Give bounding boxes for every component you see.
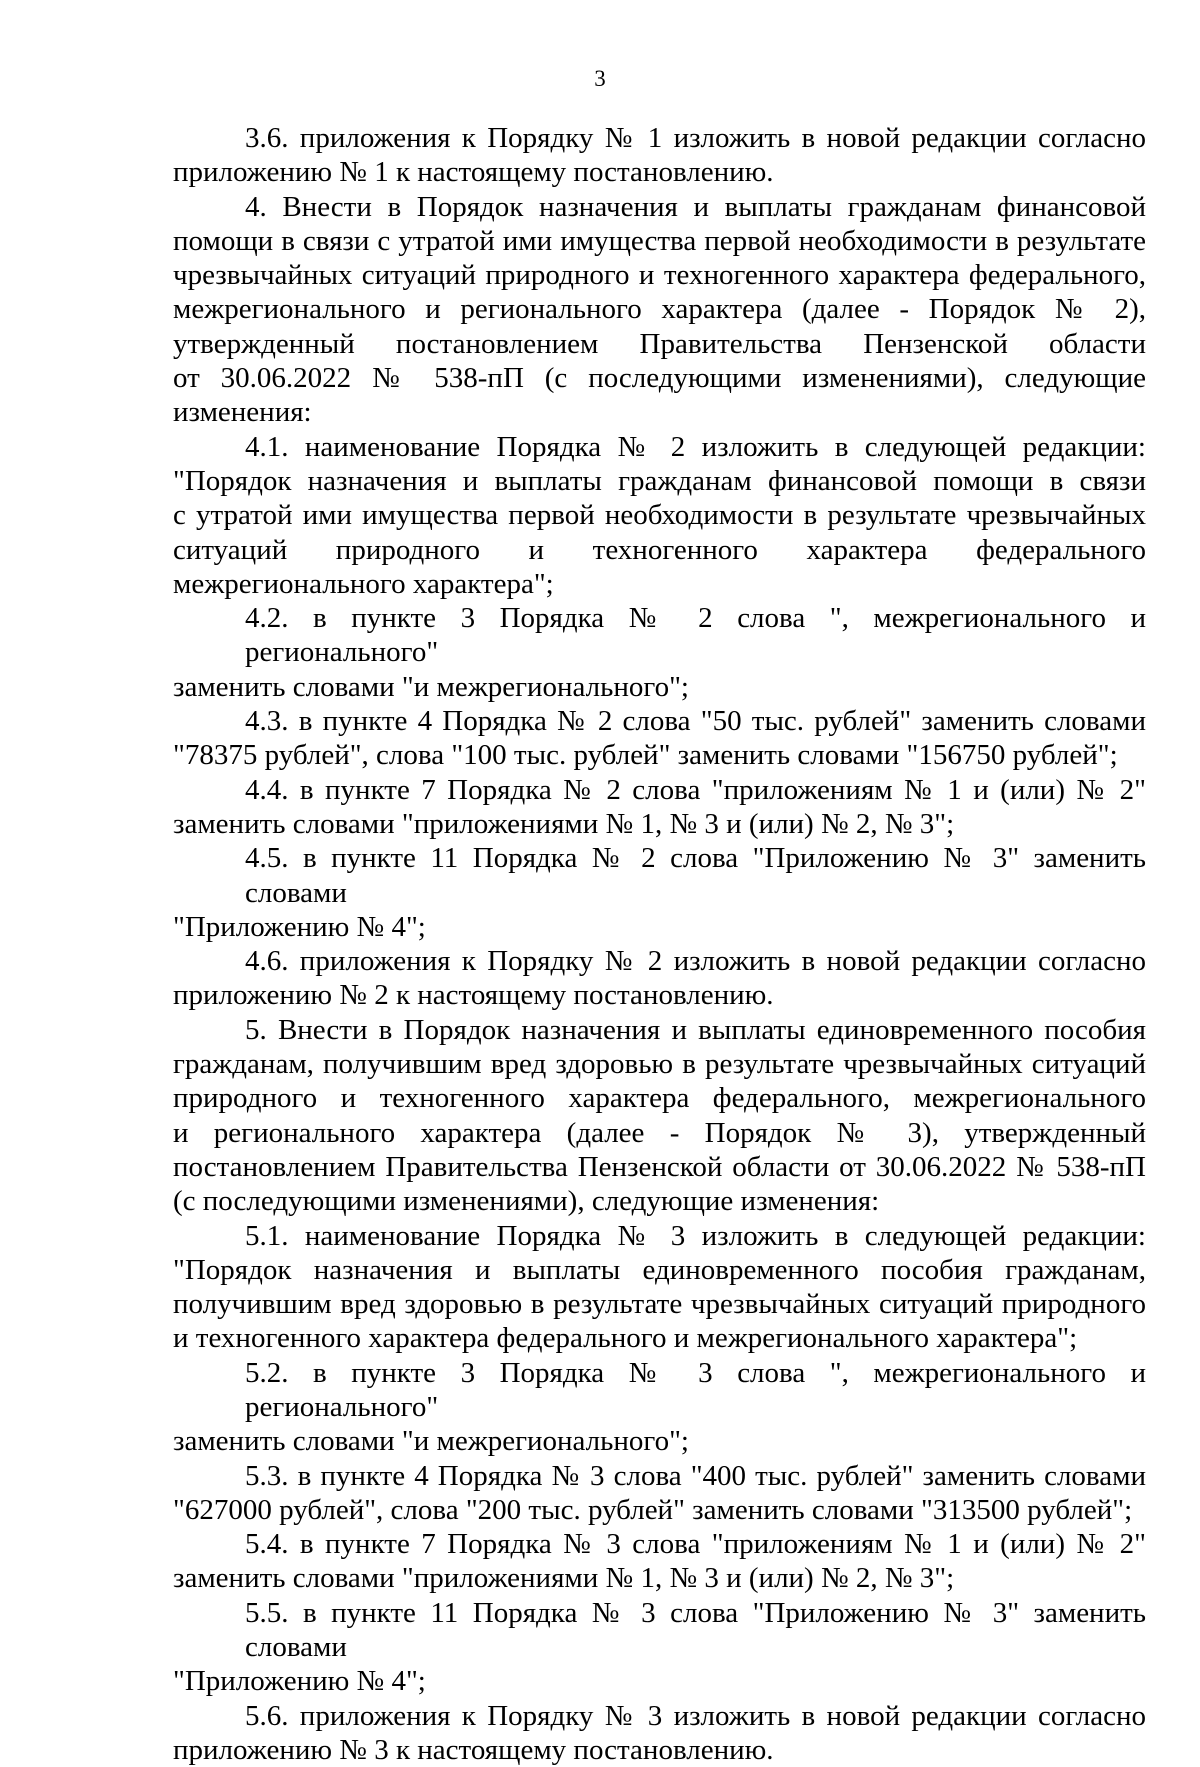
text-line: с утратой ими имущества первой необходимости в результате чрезвычайных [173,499,1146,532]
text-line: постановлением Правительства Пензенской области от 30.06.2022 № 538-пП [173,1150,1146,1183]
text-line: 4.1. наименование Порядка № 2 изложить в следующей редакции: [245,430,1146,463]
text-line: 5.1. наименование Порядка № 3 изложить в следующей редакции: [245,1219,1146,1252]
text-line: от 30.06.2022 № 538-пП (с последующими изменениями), следующие изменения: [173,362,1146,429]
text-line: 5. Внести в Порядок назначения и выплаты единовременного пособия [245,1013,1146,1046]
text-line: (с последующими изменениями), следующие изменения: [173,1185,880,1218]
text-line: 5.5. в пункте 11 Порядка № 3 слова "Приложению № 3" заменить словами [245,1596,1146,1664]
paragraph [173,773,1146,842]
text-line: 4.5. в пункте 11 Порядка № 2 слова "Приложению № 3" заменить словами [245,842,1146,909]
paragraph [173,1459,1146,1528]
paragraph [173,601,1146,704]
text-line: 3.6. приложения к Порядку № 1 изложить в новой редакции согласно [245,122,1146,154]
paragraph [173,841,1146,944]
text-line: 4.4. в пункте 7 Порядка № 2 слова "приложениям № 1 и (или) № 2" [245,773,1146,806]
text-line: заменить словами "и межрегионального"; [173,1425,689,1458]
paragraph [173,1527,1146,1596]
text-line: 5.4. в пункте 7 Порядка № 3 слова "приложениям № 1 и (или) № 2" [245,1528,1146,1561]
text-line: 4. Внести в Порядок назначения и выплаты гражданам финансовой [245,190,1146,223]
paragraph [173,1356,1146,1459]
text-line: ситуаций природного и техногенного характера федерального [173,533,1146,566]
text-line: межрегионального и регионального характера (далее - Порядок № 2), [173,293,1146,326]
paragraph [173,121,1146,190]
text-line: 5.6. приложения к Порядку № 3 изложить в новой редакции согласно [245,1699,1146,1732]
text-line: заменить словами "и межрегионального"; [173,670,689,703]
paragraph [173,430,1146,601]
page-number: 3 [594,66,606,91]
text-line: 5.3. в пункте 4 Порядка № 3 слова "400 тыс. рублей" заменить словами [245,1459,1146,1492]
text-line: межрегионального характера"; [173,567,554,600]
paragraph [173,1013,1146,1219]
paragraph [173,1219,1146,1356]
paragraph [173,704,1146,773]
text-line: 4.2. в пункте 3 Порядка № 2 слова ", межрегионального и регионального" [245,602,1146,669]
text-line: и техногенного характера федерального и межрегионального характера"; [173,1322,1078,1355]
paragraph [173,1699,1146,1767]
text-line: "Приложению № 4"; [173,1665,426,1698]
text-line: приложению № 3 к настоящему постановлению. [173,1733,774,1766]
document-body [173,121,1146,1767]
text-line: утвержденный постановлением Правительства Пензенской области [173,327,1146,360]
text-line: заменить словами "приложениями № 1, № 3 и (или) № 2, № 3"; [173,807,955,840]
text-line: приложению № 2 к настоящему постановлению. [173,979,774,1012]
text-line: 4.6. приложения к Порядку № 2 изложить в новой редакции согласно [245,945,1146,978]
paragraph [173,944,1146,1013]
text-line: 4.3. в пункте 4 Порядка № 2 слова "50 тыс. рублей" заменить словами [245,705,1146,738]
text-line: получившим вред здоровью в результате чрезвычайных ситуаций природного [173,1288,1146,1321]
text-line: "Приложению № 4"; [173,910,426,943]
text-line: гражданам, получившим вред здоровью в результате чрезвычайных ситуаций [173,1048,1146,1081]
text-line: заменить словами "приложениями № 1, № 3 и (или) № 2, № 3"; [173,1562,955,1595]
text-line: помощи в связи с утратой ими имущества первой необходимости в результате [173,224,1146,257]
paragraph [173,190,1146,430]
text-line: "Порядок назначения и выплаты единовременного пособия гражданам, [173,1253,1146,1286]
text-line: "Порядок назначения и выплаты гражданам финансовой помощи в связи [173,464,1146,497]
text-line: и регионального характера (далее - Порядок № 3), утвержденный [173,1116,1146,1149]
text-line: 5.2. в пункте 3 Порядка № 3 слова ", межрегионального и регионального" [245,1356,1146,1423]
text-line: "627000 рублей", слова "200 тыс. рублей" заменить словами "313500 рублей"; [173,1493,1133,1526]
text-line: чрезвычайных ситуаций природного и техногенного характера федерального, [173,259,1146,292]
text-line: природного и техногенного характера федерального, межрегионального [173,1082,1146,1115]
paragraph [173,1596,1146,1699]
text-line: приложению № 1 к настоящему постановлению. [173,156,774,189]
text-line: "78375 рублей", слова "100 тыс. рублей" заменить словами "156750 рублей"; [173,739,1118,772]
